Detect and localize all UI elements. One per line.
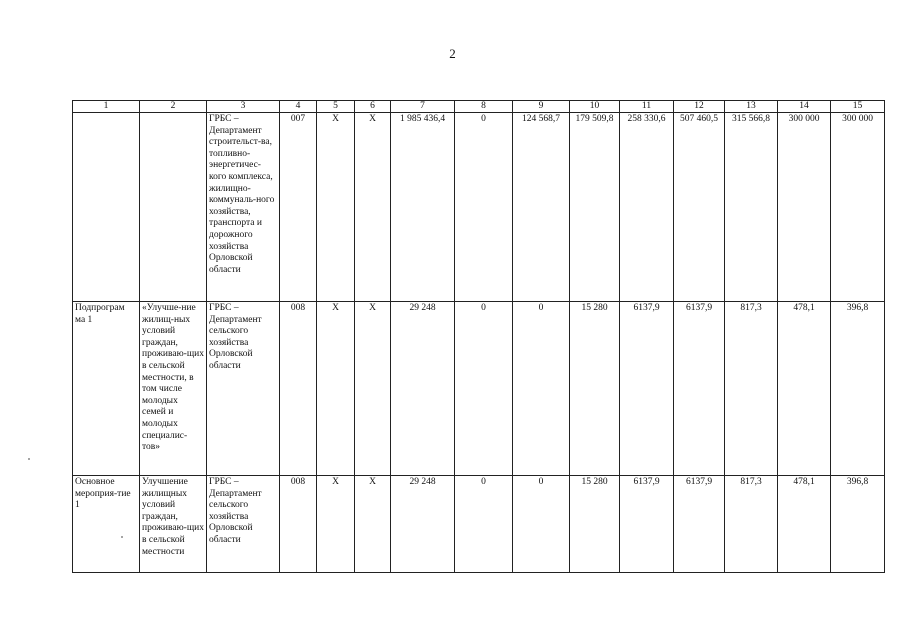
table-cell: 6137,9: [620, 302, 674, 476]
table-cell: 0: [513, 476, 570, 573]
table-cell: [140, 113, 207, 302]
table-cell: Х: [355, 476, 391, 573]
column-header: 6: [355, 101, 391, 113]
table-cell: 1 985 436,4: [391, 113, 455, 302]
table-cell: Х: [317, 302, 355, 476]
column-header: 11: [620, 101, 674, 113]
table-row: [73, 302, 885, 476]
table-cell: Подпрограм ма 1: [73, 302, 140, 476]
column-header: 1: [73, 101, 140, 113]
column-header: 13: [725, 101, 778, 113]
column-header: 7: [391, 101, 455, 113]
table-cell: Х: [317, 476, 355, 573]
table-cell: 15 280: [570, 476, 620, 573]
table-cell: 6137,9: [674, 476, 725, 573]
table-cell: 315 566,8: [725, 113, 778, 302]
table-cell: Улучшение жилищных условий граждан, проживаю-щих в сельской местности: [140, 476, 207, 573]
table-cell: 396,8: [831, 476, 885, 573]
table-cell: 6137,9: [674, 302, 725, 476]
table-cell: Основное мероприя-тие 1: [73, 476, 140, 573]
table-cell: 0: [513, 302, 570, 476]
table-cell: 29 248: [391, 476, 455, 573]
table-cell: [73, 113, 140, 302]
table-cell: 179 509,8: [570, 113, 620, 302]
table-cell: 0: [455, 113, 513, 302]
page-number: 2: [449, 46, 456, 61]
table-cell: 507 460,5: [674, 113, 725, 302]
column-header: 14: [778, 101, 831, 113]
table-cell: 478,1: [778, 302, 831, 476]
table-cell: 300 000: [831, 113, 885, 302]
column-header: 12: [674, 101, 725, 113]
table-cell: 817,3: [725, 476, 778, 573]
table-cell: 008: [280, 476, 317, 573]
column-header: 4: [280, 101, 317, 113]
table-cell: 6137,9: [620, 476, 674, 573]
column-header: 5: [317, 101, 355, 113]
table-cell: 258 330,6: [620, 113, 674, 302]
table-cell: 007: [280, 113, 317, 302]
table-cell: ГРБС – Департамент строительст-ва, топливно-энергетичес-кого комплекса, жилищно-коммуналь-ного хозяйства, транспорта и дорожного хозяйства Орловской области: [207, 113, 280, 302]
column-header: 8: [455, 101, 513, 113]
table-cell: 29 248: [391, 302, 455, 476]
table-cell: ГРБС – Департамент сельского хозяйства Орловской области: [207, 302, 280, 476]
scan-speck: [28, 458, 30, 460]
table-cell: Х: [355, 302, 391, 476]
table-cell: ГРБС – Департамент сельского хозяйства Орловской области: [207, 476, 280, 573]
table-cell: 008: [280, 302, 317, 476]
table-cell: Х: [355, 113, 391, 302]
table-cell: 15 280: [570, 302, 620, 476]
column-header: 9: [513, 101, 570, 113]
table-cell: 300 000: [778, 113, 831, 302]
table-header-row: [73, 101, 885, 113]
table-cell: 396,8: [831, 302, 885, 476]
table-cell: 478,1: [778, 476, 831, 573]
table-cell: 124 568,7: [513, 113, 570, 302]
table-cell: Х: [317, 113, 355, 302]
column-header: 2: [140, 101, 207, 113]
table-cell: 817,3: [725, 302, 778, 476]
table-cell: 0: [455, 476, 513, 573]
table-row: [73, 476, 885, 573]
table-cell: «Улучше-ние жилищ-ных условий граждан, проживаю-щих в сельской местности, в том числе молодых семей и молодых специалис-тов»: [140, 302, 207, 476]
column-header: 10: [570, 101, 620, 113]
column-header: 3: [207, 101, 280, 113]
table-row: [73, 113, 885, 302]
scan-speck: [121, 536, 123, 538]
budget-table: [72, 100, 885, 573]
table-cell: 0: [455, 302, 513, 476]
column-header: 15: [831, 101, 885, 113]
